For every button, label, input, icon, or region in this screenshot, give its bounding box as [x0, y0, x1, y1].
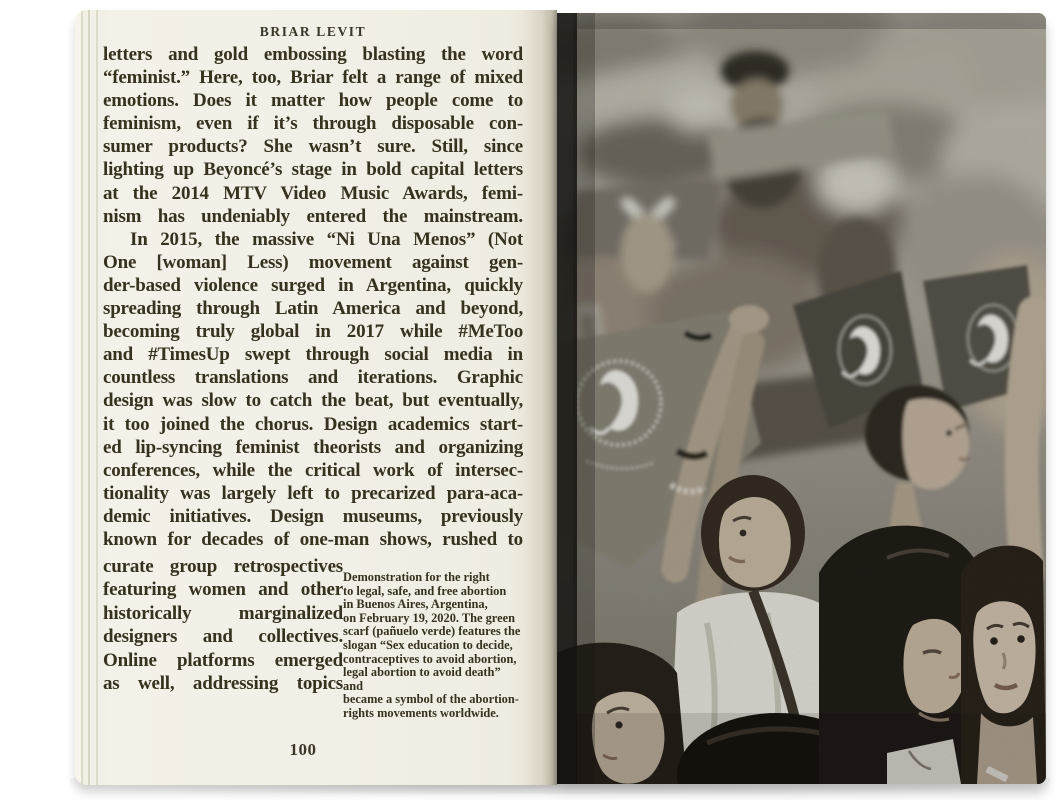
text-line: on February 19, 2020. The green — [343, 610, 515, 625]
text-line: slogan “Sex education to decide, — [343, 638, 513, 653]
text-line: legal abortion to avoid death” and — [343, 665, 501, 693]
text-line: letters and gold embossing blasting the word — [103, 44, 523, 65]
text-line: lighting up Beyoncé’s stage in bold capital letters — [103, 159, 523, 181]
text-line: In 2015, the massive “Ni Una Menos” (Not — [130, 228, 523, 250]
text-line: Online platforms emerged — [103, 649, 343, 671]
text-line: known for decades of one-man shows, rushed to — [103, 528, 523, 550]
text-line: historically marginalized — [103, 602, 343, 624]
text-line: nism has undeniably entered the mainstream. — [103, 205, 523, 227]
text-line: demic initiatives. Design museums, previously — [103, 505, 523, 527]
text-line: ed lip-syncing feminist theorists and organizing — [103, 436, 523, 458]
text-line: curate group retrospectives — [103, 556, 343, 578]
text-line: at the 2014 MTV Video Music Awards, femi- — [103, 182, 523, 204]
body-text-block — [103, 43, 523, 721]
text-line: emotions. Does it matter how people come to — [103, 90, 523, 112]
text-line: to legal, safe, and free abortion — [343, 583, 507, 598]
paragraph-2-wrap-column — [103, 555, 343, 721]
paragraph-1 — [103, 43, 523, 228]
text-line: and #TimesUp swept through social media in — [103, 344, 523, 366]
gutter-shadow — [523, 10, 557, 785]
text-line: One [woman] Less) movement against gen- — [103, 251, 523, 273]
text-line: conferences, while the critical work of intersec- — [103, 459, 523, 481]
text-line: it too joined the chorus. Design academics start- — [103, 413, 523, 435]
paragraph-2 — [103, 228, 523, 551]
demonstration-photo — [557, 13, 1046, 784]
text-line: der-based violence surged in Argentina, quickly — [103, 274, 523, 296]
text-line: spreading through Latin America and beyond, — [103, 298, 523, 320]
text-line: countless translations and iterations. Graphic — [103, 367, 523, 389]
film-grain — [557, 13, 1046, 784]
text-line: sumer products? She wasn’t sure. Still, since — [103, 136, 523, 158]
text-line: feminism, even if it’s through disposable con- — [103, 113, 523, 135]
wrap-row — [103, 555, 523, 721]
page-edge-stack — [75, 10, 102, 785]
text-line: Demonstration for the right — [343, 570, 490, 585]
text-line: as well, addressing topics — [103, 673, 343, 695]
text-line: “feminist.” Here, too, Briar felt a range of mixed — [103, 67, 523, 89]
text-line: contraceptives to avoid abortion, — [343, 651, 517, 666]
text-line: scarf (pañuelo verde) features the — [343, 624, 521, 639]
text-line: in Buenos Aires, Argentina, — [343, 597, 488, 612]
text-line: designers and collectives. — [103, 626, 343, 648]
running-header: BRIAR LEVIT — [259, 24, 367, 39]
text-line: became a symbol of the abortion- — [343, 692, 519, 707]
text-line: rights movements worldwide. — [343, 706, 499, 720]
text-line: becoming truly global in 2017 while #MeToo — [103, 321, 523, 343]
photo-caption — [343, 555, 523, 721]
text-line: featuring women and other — [103, 579, 343, 601]
text-line: design was slow to catch the beat, but eventually, — [103, 390, 523, 412]
page-number: 100 — [289, 740, 317, 759]
right-page-photo — [557, 13, 1046, 784]
text-line: tionality was largely left to precarized para-aca- — [103, 482, 523, 504]
left-page — [75, 10, 557, 785]
